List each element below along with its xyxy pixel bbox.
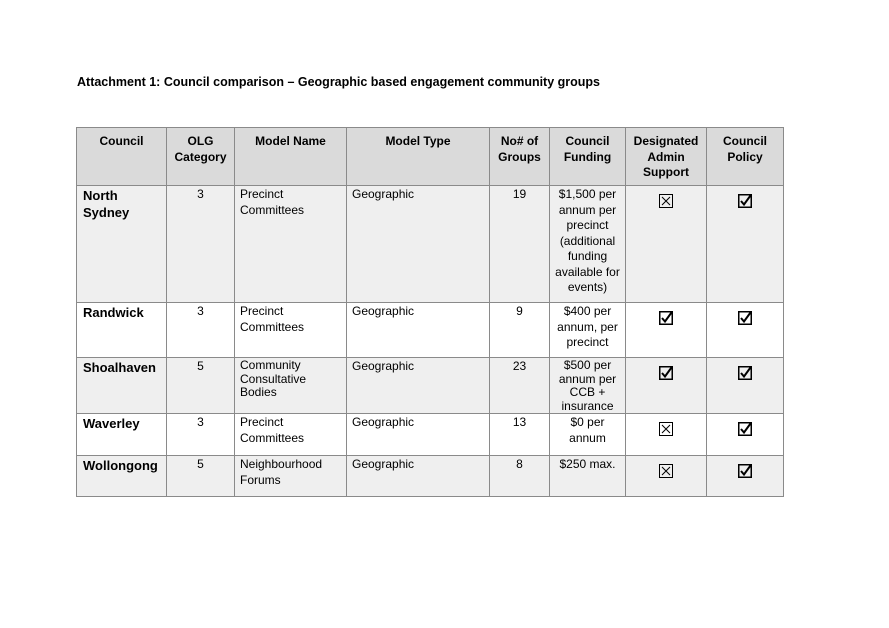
crossed-box-icon [659, 464, 673, 478]
group-count: 19 [490, 186, 550, 303]
col-header-groups: No# of Groups [490, 128, 550, 186]
table-row [77, 456, 784, 497]
table-row [77, 186, 784, 303]
col-header-model-type: Model Type [347, 128, 490, 186]
model-type: Geographic [347, 456, 490, 497]
checked-box-icon [659, 366, 673, 380]
olg-category: 5 [167, 456, 235, 497]
model-name: Precinct Committees [235, 414, 347, 456]
group-count: 8 [490, 456, 550, 497]
col-header-council-funding: Council Funding [550, 128, 626, 186]
col-header-model-name: Model Name [235, 128, 347, 186]
model-name: Precinct Committees [235, 303, 347, 358]
council-name: Shoalhaven [77, 358, 167, 414]
council-funding: $1,500 per annum per precinct (additional funding available for events) [550, 186, 626, 303]
model-type: Geographic [347, 358, 490, 414]
model-name: Community Consultative Bodies [235, 358, 347, 414]
council-comparison-table [76, 127, 784, 497]
council-funding: $400 per annum, per precinct [550, 303, 626, 358]
admin-support-cell [626, 456, 707, 497]
council-policy-cell [707, 358, 784, 414]
olg-category: 3 [167, 414, 235, 456]
checked-box-icon [659, 311, 673, 325]
council-name: Waverley [77, 414, 167, 456]
model-name: Precinct Committees [235, 186, 347, 303]
checked-box-icon [738, 194, 752, 208]
col-header-admin-support: Designated Admin Support [626, 128, 707, 186]
col-header-olg-category: OLG Category [167, 128, 235, 186]
admin-support-cell [626, 186, 707, 303]
council-policy-cell [707, 456, 784, 497]
table-row [77, 303, 784, 358]
table-row [77, 414, 784, 456]
council-funding: $500 per annum per CCB + insurance [550, 358, 626, 414]
header-row [77, 128, 784, 186]
crossed-box-icon [659, 194, 673, 208]
council-policy-cell [707, 303, 784, 358]
checked-box-icon [738, 464, 752, 478]
group-count: 13 [490, 414, 550, 456]
admin-support-cell [626, 358, 707, 414]
checked-box-icon [738, 422, 752, 436]
col-header-council: Council [77, 128, 167, 186]
council-name: North Sydney [77, 186, 167, 303]
model-type: Geographic [347, 186, 490, 303]
olg-category: 5 [167, 358, 235, 414]
model-type: Geographic [347, 303, 490, 358]
olg-category: 3 [167, 303, 235, 358]
model-name: Neighbourhood Forums [235, 456, 347, 497]
admin-support-cell [626, 303, 707, 358]
checked-box-icon [738, 366, 752, 380]
council-funding: $250 max. [550, 456, 626, 497]
table-row [77, 358, 784, 414]
group-count: 9 [490, 303, 550, 358]
council-policy-cell [707, 414, 784, 456]
group-count: 23 [490, 358, 550, 414]
council-name: Wollongong [77, 456, 167, 497]
council-policy-cell [707, 186, 784, 303]
checked-box-icon [738, 311, 752, 325]
council-name: Randwick [77, 303, 167, 358]
admin-support-cell [626, 414, 707, 456]
council-funding: $0 per annum [550, 414, 626, 456]
crossed-box-icon [659, 422, 673, 436]
document-title: Attachment 1: Council comparison – Geographic based engagement community groups [77, 75, 601, 89]
olg-category: 3 [167, 186, 235, 303]
col-header-council-policy: Council Policy [707, 128, 784, 186]
model-type: Geographic [347, 414, 490, 456]
